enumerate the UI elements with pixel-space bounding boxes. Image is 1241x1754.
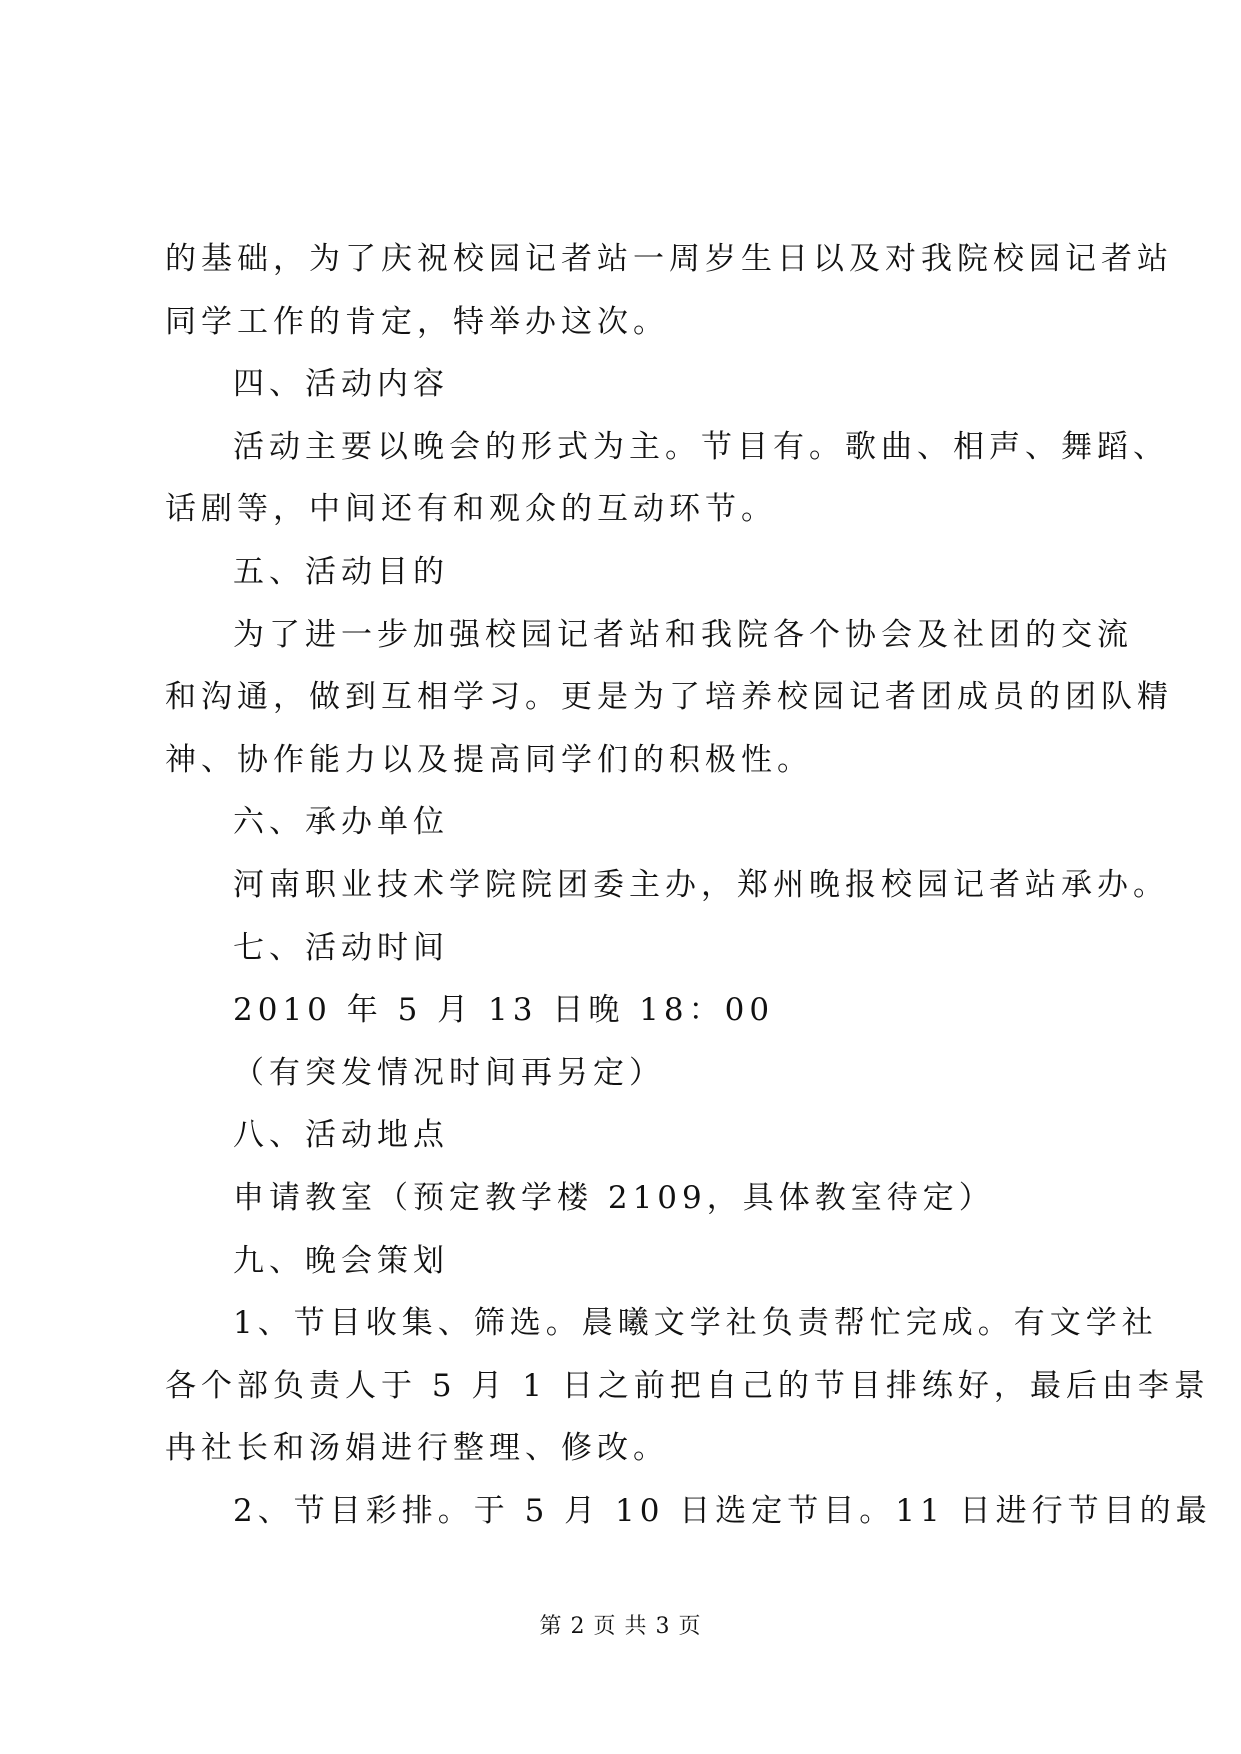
- section-heading: 五、活动目的: [233, 553, 449, 590]
- text-line: 为了进一步加强校园记者站和我院各个协会及社团的交流: [233, 616, 1133, 653]
- text-line: 同学工作的肯定，特举办这次。: [165, 303, 669, 340]
- text-line: 各个部负责人于 5 月 1 日之前把自己的节目排练好，最后由李景: [165, 1367, 1210, 1404]
- text-line: 申请教室（预定教学楼 2109，具体教室待定）: [233, 1179, 995, 1216]
- text-line: （有突发情况时间再另定）: [233, 1054, 665, 1091]
- text-line: 和沟通，做到互相学习。更是为了培养校园记者团成员的团队精: [165, 679, 1173, 716]
- section-heading: 七、活动时间: [233, 929, 449, 966]
- section-heading: 四、活动内容: [233, 366, 449, 403]
- text-line: 冉社长和汤娟进行整理、修改。: [165, 1430, 669, 1467]
- text-line: 河南职业技术学院院团委主办，郑州晚报校园记者站承办。: [233, 866, 1169, 903]
- section-heading: 九、晚会策划: [233, 1242, 449, 1279]
- text-line: 1、节目收集、筛选。晨曦文学社负责帮忙完成。有文学社: [233, 1305, 1158, 1342]
- text-line: 活动主要以晚会的形式为主。节目有。歌曲、相声、舞蹈、: [233, 428, 1169, 465]
- text-line: 2、节目彩排。于 5 月 10 日选定节目。11 日进行节目的最: [233, 1492, 1212, 1529]
- document-body: [165, 228, 1212, 1542]
- section-heading: 八、活动地点: [233, 1117, 449, 1154]
- text-line: 2010 年 5 月 13 日晚 18：00: [233, 992, 775, 1029]
- text-line: 话剧等，中间还有和观众的互动环节。: [165, 491, 777, 528]
- page-footer: 第 2 页 共 3 页: [539, 1614, 702, 1639]
- text-line: 神、协作能力以及提高同学们的积极性。: [165, 741, 813, 778]
- section-heading: 六、承办单位: [233, 804, 449, 841]
- text-line: 的基础，为了庆祝校园记者站一周岁生日以及对我院校园记者站: [165, 241, 1173, 277]
